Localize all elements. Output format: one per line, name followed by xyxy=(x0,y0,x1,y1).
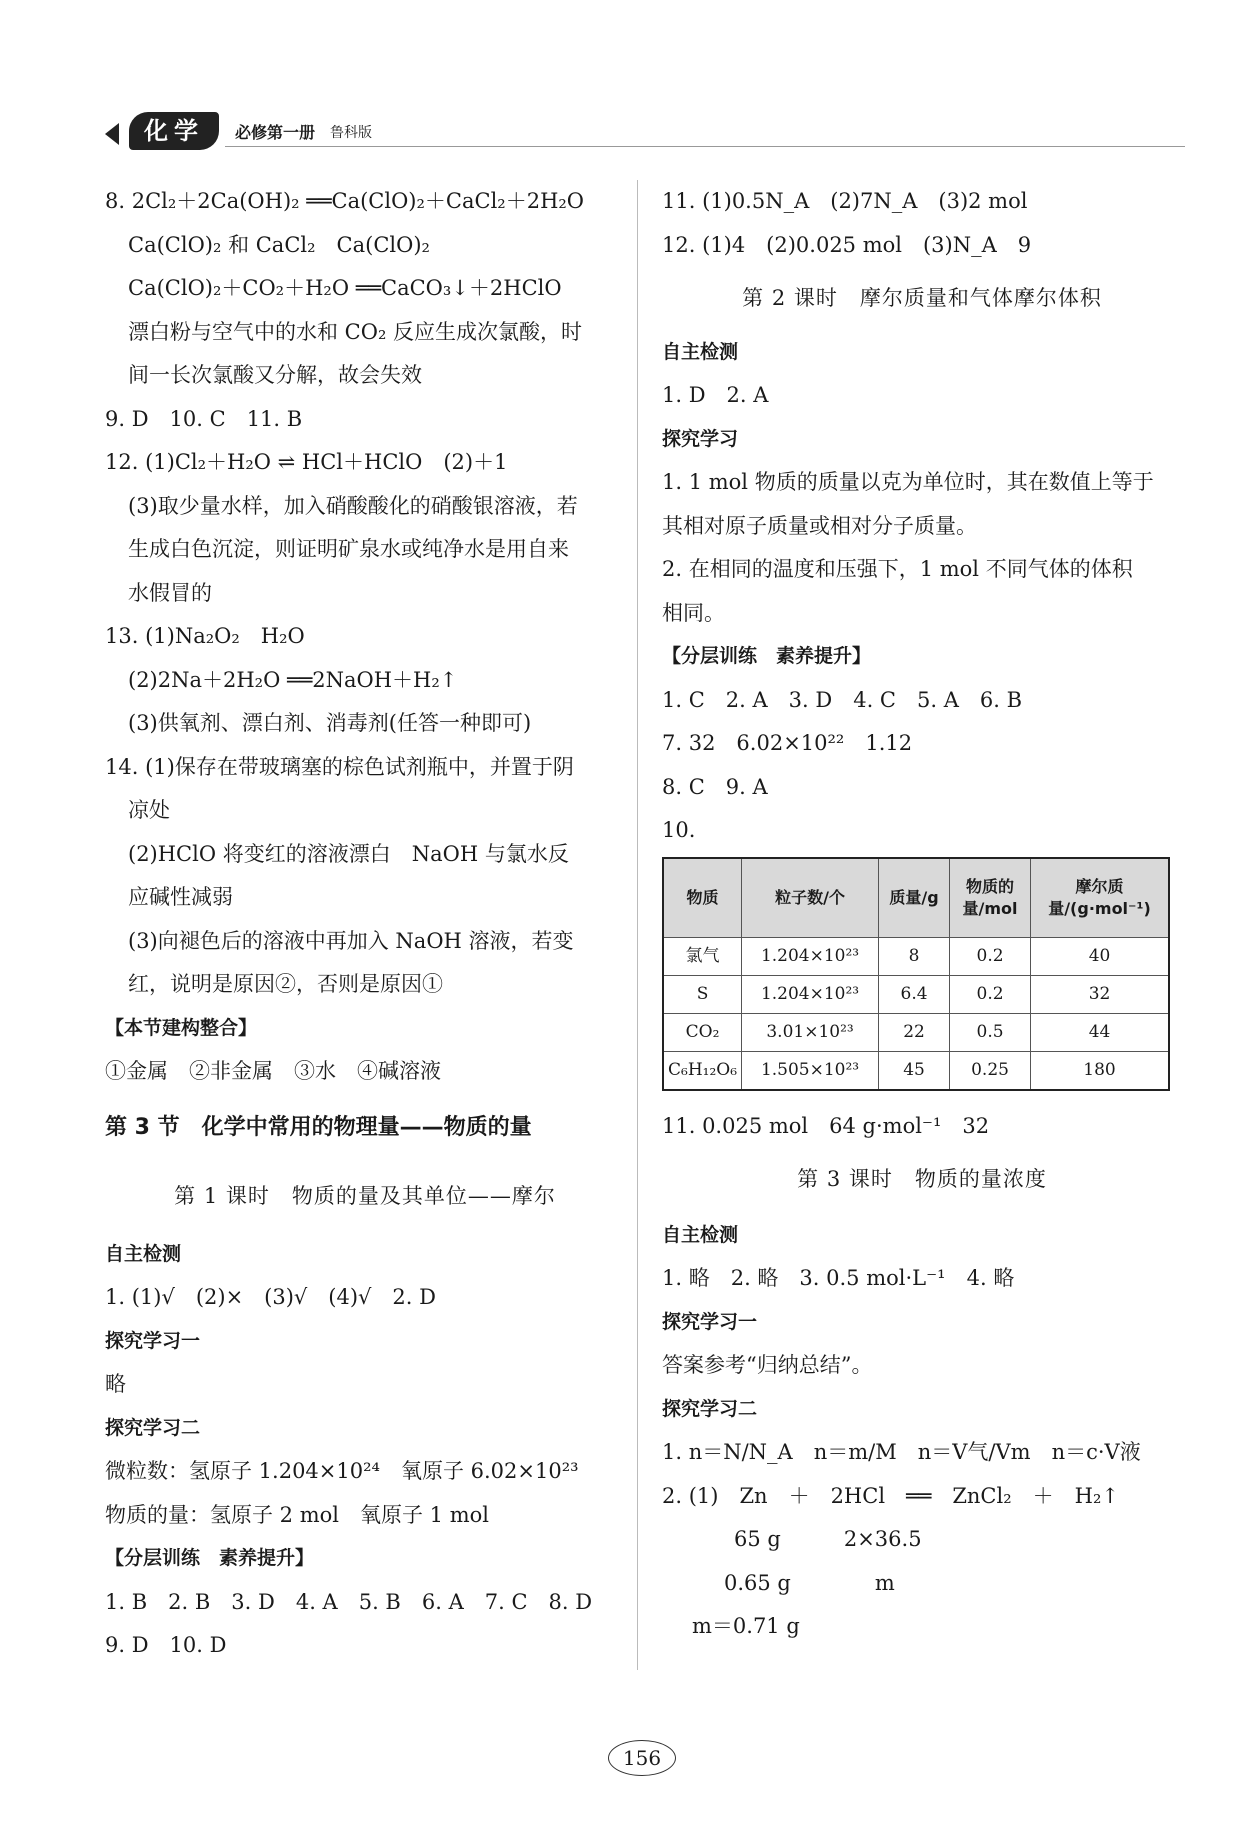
lesson-title: 第 2 课时 摩尔质量和气体摩尔体积 xyxy=(742,286,1102,310)
table-cell: 40 xyxy=(1031,937,1169,975)
answer-line: 10. xyxy=(662,818,696,842)
table-cell: 1.204×10²³ xyxy=(742,937,879,975)
answer-line: 8. 2Cl₂＋2Ca(OH)₂ ══Ca(ClO)₂＋CaCl₂＋2H₂O xyxy=(105,189,585,213)
answer-line: 应碱性减弱 xyxy=(128,885,233,909)
back-arrow-icon xyxy=(105,123,119,145)
table-header-cell: 粒子数/个 xyxy=(742,858,879,938)
answer-line: 微粒数：氢原子 1.204×10²⁴ 氧原子 6.02×10²³ xyxy=(105,1459,579,1483)
answer-line: 生成白色沉淀，则证明矿泉水或纯净水是用自来 xyxy=(128,537,569,561)
explore-label: 探究学习二 xyxy=(105,1416,201,1439)
table-cell: C₆H₁₂O₆ xyxy=(663,1051,742,1090)
answer-line: 9. D 10. D xyxy=(105,1633,227,1657)
left-column xyxy=(105,180,625,1668)
table-cell: 1.505×10²³ xyxy=(742,1051,879,1090)
summary-text: ①金属 ②非金属 ③水 ④碱溶液 xyxy=(105,1059,441,1083)
table-cell: 0.5 xyxy=(950,1013,1031,1051)
table-cell: 1.204×10²³ xyxy=(742,975,879,1013)
answer-line: 物质的量：氢原子 2 mol 氧原子 1 mol xyxy=(105,1502,489,1527)
table-cell: 32 xyxy=(1031,975,1169,1013)
layer-training-label: 【分层训练 素养提升】 xyxy=(105,1547,315,1569)
explore-label: 探究学习一 xyxy=(105,1329,201,1352)
table-header-cell: 物质 xyxy=(663,858,742,938)
answer-line: 1. B 2. B 3. D 4. A 5. B 6. A 7. C 8. D xyxy=(105,1589,593,1614)
table-row xyxy=(663,1013,1169,1051)
book-title: 必修第一册 xyxy=(235,123,316,142)
answer-line: (3)向褪色后的溶液中再加入 NaOH 溶液，若变 xyxy=(128,928,574,953)
answer-line: 14. (1)保存在带玻璃塞的棕色试剂瓶中，并置于阴 xyxy=(105,754,574,779)
answer-line: 12. (1)4 (2)0.025 mol (3)N_A 9 xyxy=(662,232,1032,257)
self-check-label: 自主检测 xyxy=(662,340,739,363)
answer-line: 答案参考“归纳总结”。 xyxy=(662,1353,873,1377)
answer-line: 1. D 2. A xyxy=(662,383,769,407)
table-row xyxy=(663,975,1169,1013)
molar-table-wrap xyxy=(662,857,1182,1091)
edition-label: 鲁科版 xyxy=(330,125,372,141)
answer-line: Ca(ClO)₂ 和 CaCl₂ Ca(ClO)₂ xyxy=(128,232,430,257)
answer-line: 12. (1)Cl₂＋H₂O ⇌ HCl＋HClO (2)＋1 xyxy=(105,450,508,474)
answer-line: (2)HClO 将变红的溶液漂白 NaOH 与氯水反 xyxy=(128,841,569,866)
answer-line: 2. 在相同的温度和压强下，1 mol 不同气体的体积 xyxy=(662,557,1133,581)
explore-label: 探究学习一 xyxy=(662,1310,758,1333)
formula-line: 2. (1) Zn ＋ 2HCl ══ ZnCl₂ ＋ H₂↑ xyxy=(662,1483,1119,1508)
table-cell: 氯气 xyxy=(663,937,742,975)
explore-label: 探究学习二 xyxy=(662,1397,758,1420)
answer-line: 1. 略 2. 略 3. 0.5 mol·L⁻¹ 4. 略 xyxy=(662,1266,1015,1290)
subject-badge: 化学 xyxy=(129,112,219,150)
table-cell: 6.4 xyxy=(879,975,950,1013)
self-check-label: 自主检测 xyxy=(662,1223,739,1246)
answer-line: (2)2Na＋2H₂O ══2NaOH＋H₂↑ xyxy=(128,667,458,692)
answer-line: 相同。 xyxy=(662,600,725,625)
answer-line: 略 xyxy=(105,1372,126,1396)
formula-line: 1. n＝N/N_A n＝m/M n＝V气/Vm n＝c·V液 xyxy=(662,1440,1141,1464)
explore-label: 探究学习 xyxy=(662,427,739,450)
table-header-cell: 摩尔质量/(g·mol⁻¹) xyxy=(1031,858,1169,938)
table-cell: S xyxy=(663,975,742,1013)
answer-line: 8. C 9. A xyxy=(662,774,768,799)
table-cell: 45 xyxy=(879,1051,950,1090)
section-title: 第 3 节 化学中常用的物理量——物质的量 xyxy=(105,1114,532,1140)
answer-line: (3)供氧剂、漂白剂、消毒剂(任答一种即可) xyxy=(128,711,532,735)
table-row xyxy=(663,937,1169,975)
column-divider xyxy=(637,180,638,1670)
table-cell: 180 xyxy=(1031,1051,1169,1090)
answer-line: 1. 1 mol 物质的质量以克为单位时，其在数值上等于 xyxy=(662,470,1154,494)
answer-line: 凉处 xyxy=(128,798,170,822)
answer-line: 漂白粉与空气中的水和 CO₂ 反应生成次氯酸，时 xyxy=(128,319,583,344)
answer-line: 1. (1)√ (2)× (3)√ (4)√ 2. D xyxy=(105,1285,436,1309)
answer-line: 1. C 2. A 3. D 4. C 5. A 6. B xyxy=(662,687,1023,712)
summary-label: 【本节建构整合】 xyxy=(105,1016,258,1039)
answer-line: 其相对原子质量或相对分子质量。 xyxy=(662,513,977,538)
answer-line: (3)取少量水样，加入硝酸酸化的硝酸银溶液，若 xyxy=(128,493,578,518)
lesson-title: 第 1 课时 物质的量及其单位——摩尔 xyxy=(174,1184,556,1208)
answer-line: 13. (1)Na₂O₂ H₂O xyxy=(105,624,305,648)
header-rule xyxy=(225,146,1185,147)
formula-line: 65 g 2×36.5 xyxy=(734,1527,922,1551)
answer-line: 水假冒的 xyxy=(128,580,212,605)
table-cell: 0.25 xyxy=(950,1051,1031,1090)
page-number: 156 xyxy=(608,1740,676,1776)
answer-line: 红，说明是原因②，否则是原因① xyxy=(128,972,443,996)
table-row xyxy=(663,1051,1169,1090)
lesson-title: 第 3 课时 物质的量浓度 xyxy=(797,1167,1047,1191)
table-header-cell: 质量/g xyxy=(879,858,950,938)
table-cell: 3.01×10²³ xyxy=(742,1013,879,1051)
answer-line: 9. D 10. C 11. B xyxy=(105,406,303,431)
answer-line: 11. (1)0.5N_A (2)7N_A (3)2 mol xyxy=(662,189,1028,213)
self-check-label: 自主检测 xyxy=(105,1242,182,1265)
answer-line: Ca(ClO)₂＋CO₂＋H₂O ══CaCO₃↓＋2HClO xyxy=(128,276,562,300)
formula-line: m＝0.71 g xyxy=(692,1614,800,1638)
molar-table xyxy=(662,857,1170,1091)
right-column xyxy=(662,180,1182,1649)
answer-line: 11. 0.025 mol 64 g·mol⁻¹ 32 xyxy=(662,1113,990,1138)
table-cell: 0.2 xyxy=(950,937,1031,975)
table-cell: 44 xyxy=(1031,1013,1169,1051)
table-cell: 8 xyxy=(879,937,950,975)
layer-training-label: 【分层训练 素养提升】 xyxy=(662,645,872,667)
page-header xyxy=(95,108,1185,148)
table-cell: CO₂ xyxy=(663,1013,742,1051)
table-cell: 0.2 xyxy=(950,975,1031,1013)
table-header-row xyxy=(663,858,1169,938)
answer-line: 7. 32 6.02×10²² 1.12 xyxy=(662,731,913,755)
formula-line: 0.65 g m xyxy=(724,1570,895,1595)
answer-line: 间一长次氯酸又分解，故会失效 xyxy=(128,363,422,387)
table-header-cell: 物质的量/mol xyxy=(950,858,1031,938)
table-cell: 22 xyxy=(879,1013,950,1051)
